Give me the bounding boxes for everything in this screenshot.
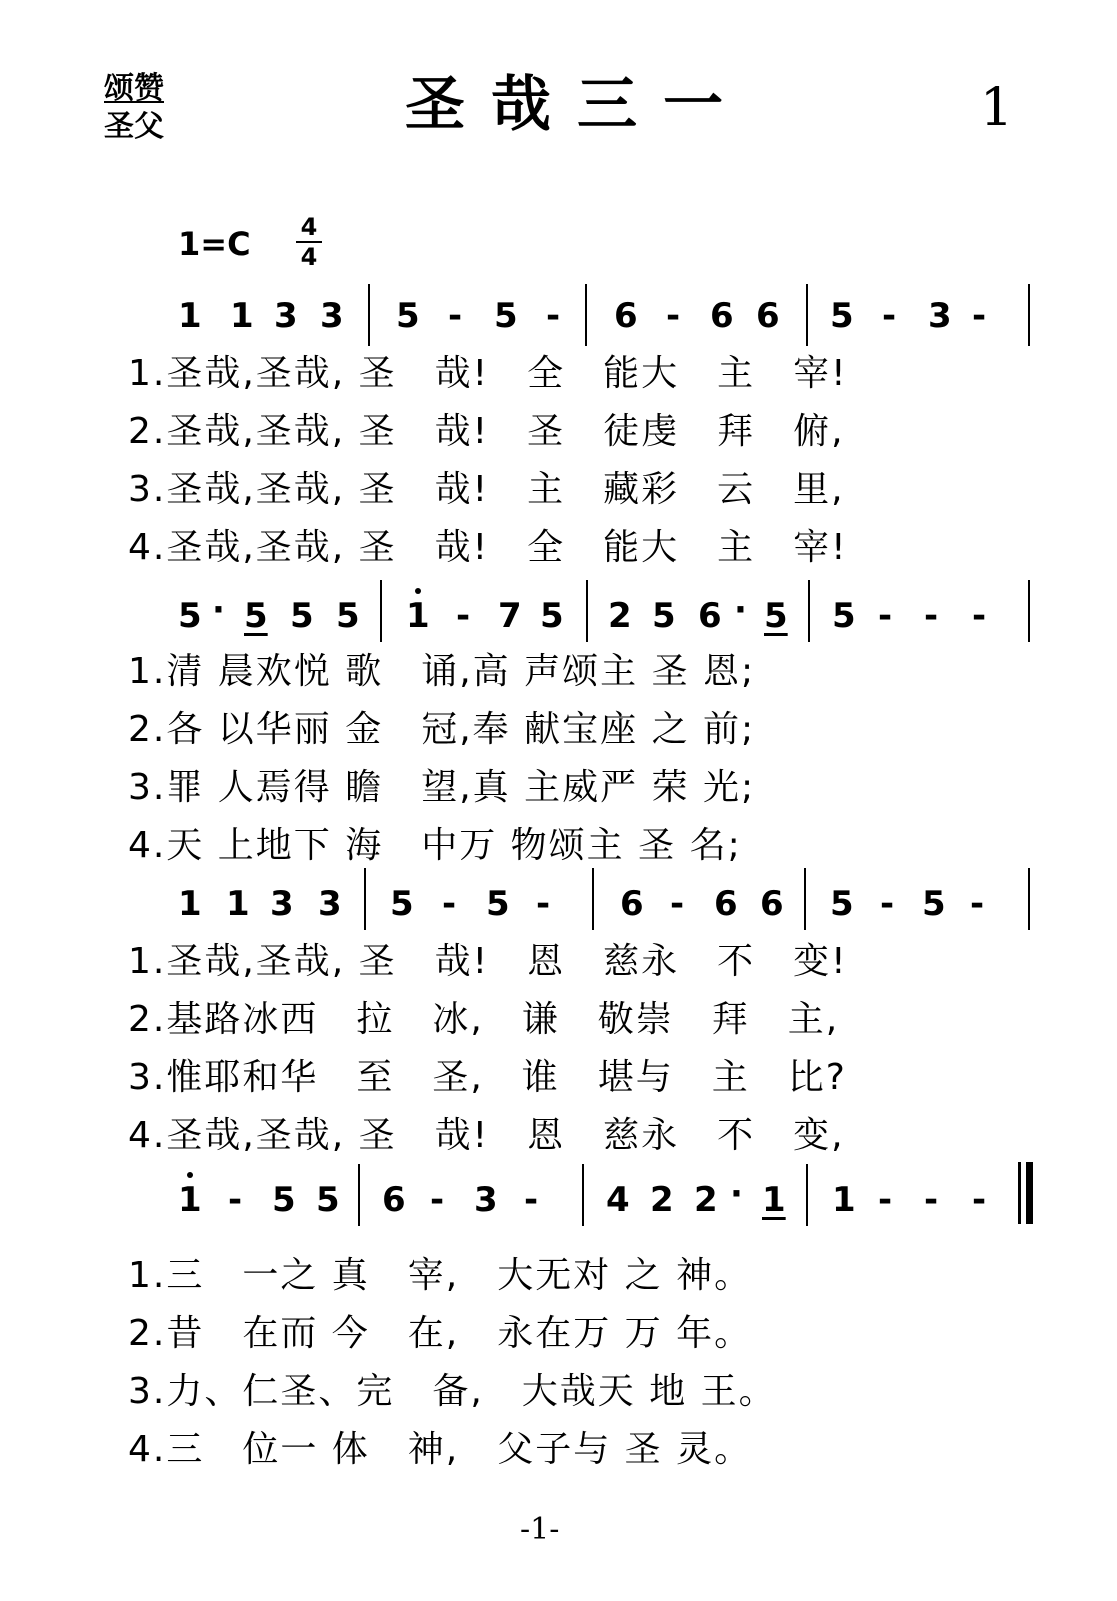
note: -: [670, 884, 685, 924]
note: 6: [756, 296, 780, 336]
note: 1: [230, 296, 254, 336]
final-barline-thin: [1018, 1162, 1021, 1224]
note: -: [546, 296, 561, 336]
note: -: [924, 1180, 939, 1220]
note: 1: [178, 296, 202, 336]
note: 2: [650, 1180, 674, 1220]
hymn-number: 1: [980, 78, 1014, 138]
note-high: 1: [406, 596, 430, 636]
category-sub: 圣父: [104, 109, 164, 144]
note: -: [878, 1180, 893, 1220]
note: 1: [832, 1180, 856, 1220]
lyric-line: 3.惟耶和华 至 圣, 谁 堪与 主 比?: [128, 1057, 847, 1098]
note: -: [442, 884, 457, 924]
note: 5: [652, 596, 676, 636]
note: 5: [764, 596, 788, 636]
lyric-line: 4.天 上地下 海 中万 物颂主 圣 名;: [128, 825, 742, 866]
note: 4: [606, 1180, 630, 1220]
lyric-line: 3.罪 人焉得 瞻 望,真 主威严 荣 光;: [128, 767, 756, 808]
lyric-line: 1.清 晨欢悦 歌 诵,高 声颂主 圣 恩;: [128, 651, 756, 692]
note: 5: [830, 296, 854, 336]
note: 5: [390, 884, 414, 924]
note: 6: [698, 596, 722, 636]
note: 5: [272, 1180, 296, 1220]
lyric-line: 1.三 一之 真 宰, 大无对 之 神。: [128, 1255, 753, 1296]
barline: [806, 284, 808, 346]
note: -: [536, 884, 551, 924]
note: 5: [178, 596, 202, 636]
lyric-line: 3.力、仁圣、完 备, 大哉天 地 王。: [128, 1371, 777, 1412]
note: -: [228, 1180, 243, 1220]
barline: [804, 868, 806, 930]
lyric-line: 1.圣哉,圣哉, 圣 哉! 恩 慈永 不 变!: [128, 941, 848, 982]
barline: [368, 284, 370, 346]
barline: [364, 868, 366, 930]
note: 3: [474, 1180, 498, 1220]
note: 5: [486, 884, 510, 924]
note: 1: [226, 884, 250, 924]
note: 2: [694, 1180, 718, 1220]
key-signature: 1=C: [178, 225, 251, 263]
barline: [808, 580, 810, 642]
note: -: [972, 296, 987, 336]
barline: [1028, 868, 1030, 930]
note: 6: [760, 884, 784, 924]
note: -: [882, 296, 897, 336]
note: 5: [832, 596, 856, 636]
note: -: [524, 1180, 539, 1220]
note: 3: [318, 884, 342, 924]
note: -: [972, 1180, 987, 1220]
lyric-line: 2.基路冰西 拉 冰, 谦 敬崇 拜 主,: [128, 999, 840, 1040]
note: 3: [274, 296, 298, 336]
note: -: [430, 1180, 445, 1220]
note: 3: [928, 296, 952, 336]
lyric-line: 2.圣哉,圣哉, 圣 哉! 圣 徒虔 拜 俯,: [128, 411, 845, 452]
note: 5: [290, 596, 314, 636]
note: 6: [382, 1180, 406, 1220]
hymn-title: 圣哉三一: [405, 70, 749, 140]
lyric-line: 4.三 位一 体 神, 父子与 圣 灵。: [128, 1429, 753, 1470]
barline: [358, 1164, 360, 1226]
note: 3: [270, 884, 294, 924]
note: 5: [494, 296, 518, 336]
category-label: [104, 72, 164, 144]
note: -: [448, 296, 463, 336]
note: -: [456, 596, 471, 636]
note-high: 1: [178, 1180, 202, 1220]
category-main: 颂赞: [104, 71, 164, 106]
barline: [1028, 580, 1030, 642]
note: -: [924, 596, 939, 636]
barline: [585, 284, 587, 346]
note: 5: [922, 884, 946, 924]
final-barline-thick: [1026, 1162, 1033, 1224]
lyric-line: 4.圣哉,圣哉, 圣 哉! 全 能大 主 宰!: [128, 527, 848, 568]
note: 5: [316, 1180, 340, 1220]
note: 5: [336, 596, 360, 636]
note: 1: [762, 1180, 786, 1220]
note: -: [970, 884, 985, 924]
note: 2: [608, 596, 632, 636]
dot: ·: [730, 1174, 743, 1214]
barline: [380, 580, 382, 642]
dot: ·: [734, 590, 747, 630]
lyric-line: 2.各 以华丽 金 冠,奉 献宝座 之 前;: [128, 709, 756, 750]
note: 6: [620, 884, 644, 924]
note: 7: [498, 596, 522, 636]
note: 6: [714, 884, 738, 924]
note: 5: [830, 884, 854, 924]
dot: ·: [212, 590, 225, 630]
barline: [592, 868, 594, 930]
barline: [582, 1164, 584, 1226]
note: 5: [540, 596, 564, 636]
time-signature: [294, 214, 324, 270]
time-sig-bottom: 4: [300, 243, 318, 271]
lyric-line: 1.圣哉,圣哉, 圣 哉! 全 能大 主 宰!: [128, 353, 848, 394]
barline: [806, 1164, 808, 1226]
note: -: [878, 596, 893, 636]
time-sig-top: 4: [300, 213, 318, 241]
page-number: -1-: [520, 1512, 560, 1547]
barline: [1028, 284, 1030, 346]
lyric-line: 3.圣哉,圣哉, 圣 哉! 主 藏彩 云 里,: [128, 469, 845, 510]
note: 6: [614, 296, 638, 336]
lyric-line: 2.昔 在而 今 在, 永在万 万 年。: [128, 1313, 753, 1354]
note: 5: [396, 296, 420, 336]
barline: [586, 580, 588, 642]
note: 6: [710, 296, 734, 336]
lyric-line: 4.圣哉,圣哉, 圣 哉! 恩 慈永 不 变,: [128, 1115, 845, 1156]
note: 1: [178, 884, 202, 924]
note: 5: [244, 596, 268, 636]
note: -: [972, 596, 987, 636]
note: 3: [320, 296, 344, 336]
note: -: [666, 296, 681, 336]
note: -: [880, 884, 895, 924]
